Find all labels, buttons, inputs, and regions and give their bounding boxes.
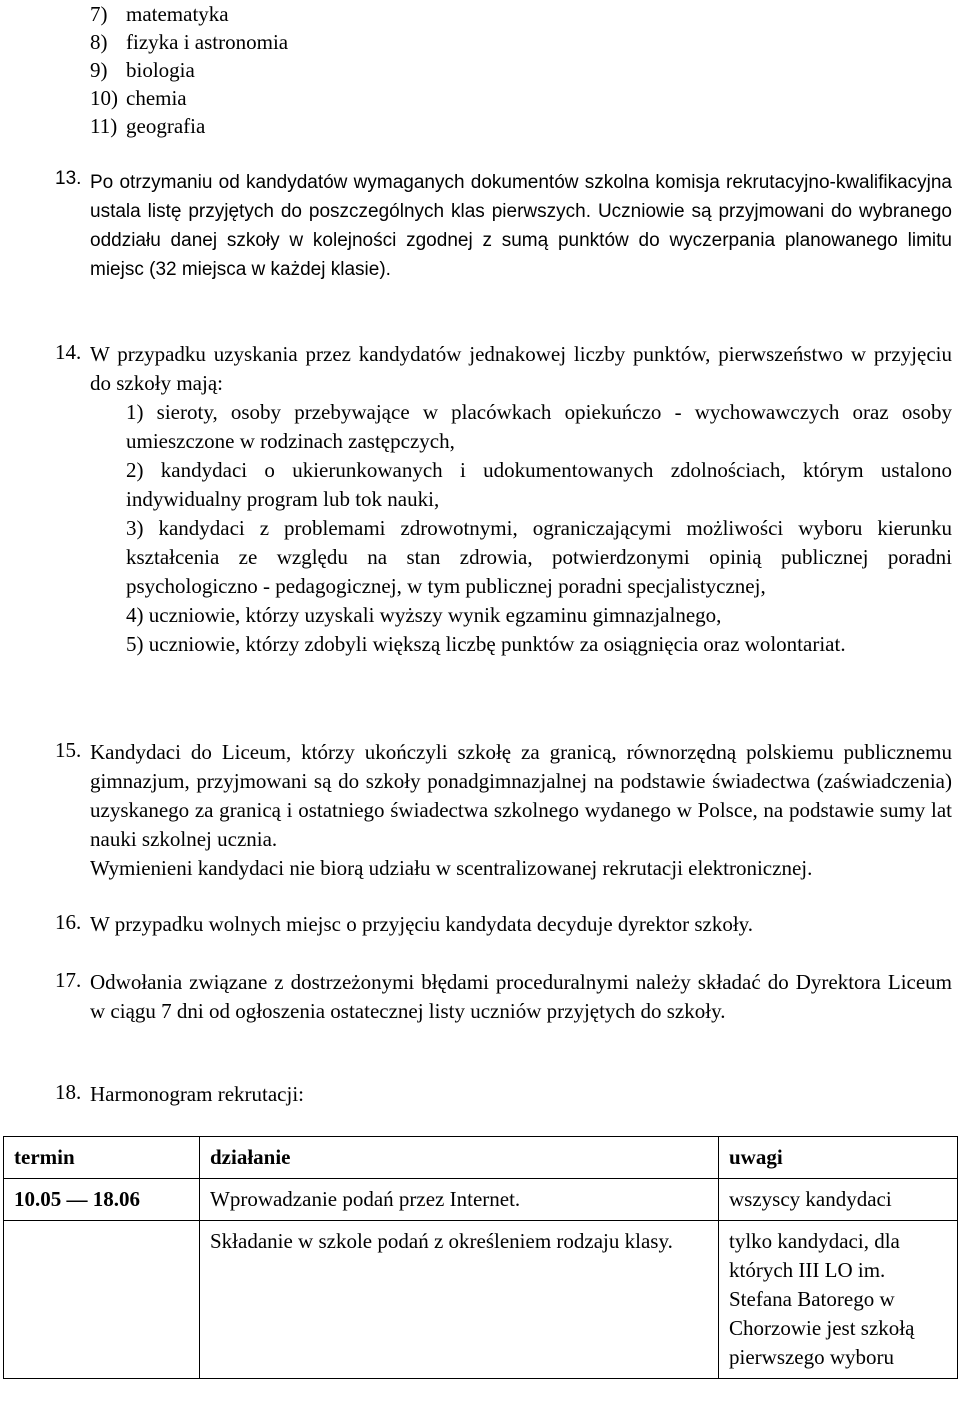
priority-item: 2) kandydaci o ukierunkowanych i udokumentowanych zdolnościach, którym ustalono indywidualny program lub tok nauki, — [126, 458, 952, 511]
point-18-text: Harmonogram rekrutacji: — [90, 1082, 304, 1106]
point-number: 14. — [55, 340, 82, 364]
point-18 — [55, 1080, 952, 1109]
priority-item: 5) uczniowie, którzy zdobyli większą liczbę punktów za osiągnięcia oraz wolontariat. — [126, 632, 846, 656]
cell-uwagi: wszyscy kandydaci — [719, 1179, 958, 1221]
priority-item: 3) kandydaci z problemami zdrowotnymi, ograniczającymi możliwości wyboru kierunku kształcenia ze względu na stan zdrowia, potwierdzonymi opinią publicznej poradni psychologiczno - pedagogicznej, w tym publicznej poradni specjalistycznej, — [126, 516, 952, 598]
point-number: 18. — [55, 1080, 82, 1104]
priority-item: 4) uczniowie, którzy uzyskali wyższy wynik egzaminu gimnazjalnego, — [126, 603, 722, 627]
header-dzialanie: działanie — [200, 1137, 719, 1179]
point-17-text: Odwołania związane z dostrzeżonymi błędami proceduralnymi należy składać do Dyrektora Liceum w ciągu 7 dni od ogłoszenia ostatecznej listy uczniów przyjętych do szkoły. — [90, 970, 952, 1023]
priority-list — [126, 398, 952, 659]
point-13-text: Po otrzymaniu od kandydatów wymaganych dokumentów szkolna komisja rekrutacyjno-kwalifikacyjna ustala listę przyjętych do poszczególnych klas pierwszych. Uczniowie są przyjmowani do wybranego oddziału danej szkoły w kolejności zgodnej z sumą punktów do wyczerpania planowanego limitu miejsc (32 miejsca w każdej klasie). — [90, 172, 952, 280]
point-17 — [55, 968, 952, 1026]
cell-uwagi: tylko kandydaci, dla których III LO im. Stefana Batorego w Chorzowie jest szkołą pierwszego wyboru — [719, 1221, 958, 1379]
subject-item: 11) geografia — [90, 114, 206, 138]
point-14-intro: W przypadku uzyskania przez kandydatów jednakowej liczby punktów, pierwszeństwo w przyjęciu do szkoły mają: — [90, 342, 952, 395]
header-uwagi: uwagi — [719, 1137, 958, 1179]
point-15-text-2: Wymienieni kandydaci nie biorą udziału w scentralizowanej rekrutacji elektronicznej. — [90, 856, 813, 880]
header-termin: termin — [4, 1137, 200, 1179]
point-number: 16. — [55, 910, 82, 934]
schedule-table — [3, 1136, 958, 1379]
point-16-text: W przypadku wolnych miejsc o przyjęciu kandydata decyduje dyrektor szkoły. — [90, 912, 754, 936]
cell-dzialanie: Wprowadzanie podań przez Internet. — [200, 1179, 719, 1221]
cell-termin — [4, 1221, 200, 1379]
table-row — [4, 1179, 958, 1221]
point-number: 13. — [55, 168, 82, 189]
point-13 — [55, 168, 952, 284]
subject-item: 7) matematyka — [90, 2, 229, 26]
point-number: 17. — [55, 968, 82, 992]
table-row — [4, 1221, 958, 1379]
table-header-row — [4, 1137, 958, 1179]
point-14 — [55, 340, 952, 659]
cell-termin: 10.05 — 18.06 — [4, 1179, 200, 1221]
point-number: 15. — [55, 738, 82, 762]
point-15 — [55, 738, 952, 883]
point-15-text: Kandydaci do Liceum, którzy ukończyli szkołę za granicą, równorzędną polskiemu publicznemu gimnazjum, przyjmowani są do szkoły ponadgimnazjalnej na podstawie świadectwa (zaświadczenia) uzyskanego za granicą i ostatniego świadectwa szkolnego wydanego w Polsce, na podstawie sumy lat nauki szkolnej ucznia. — [90, 740, 952, 851]
subject-item: 9) biologia — [90, 58, 195, 82]
point-16 — [55, 910, 952, 939]
priority-item: 1) sieroty, osoby przebywające w placówkach opiekuńczo - wychowawczych oraz osoby umieszczone w rodzinach zastępczych, — [126, 400, 952, 453]
cell-dzialanie: Składanie w szkole podań z określeniem rodzaju klasy. — [200, 1221, 719, 1379]
subject-item: 10) chemia — [90, 86, 187, 110]
subject-item: 8) fizyka i astronomia — [90, 30, 289, 54]
